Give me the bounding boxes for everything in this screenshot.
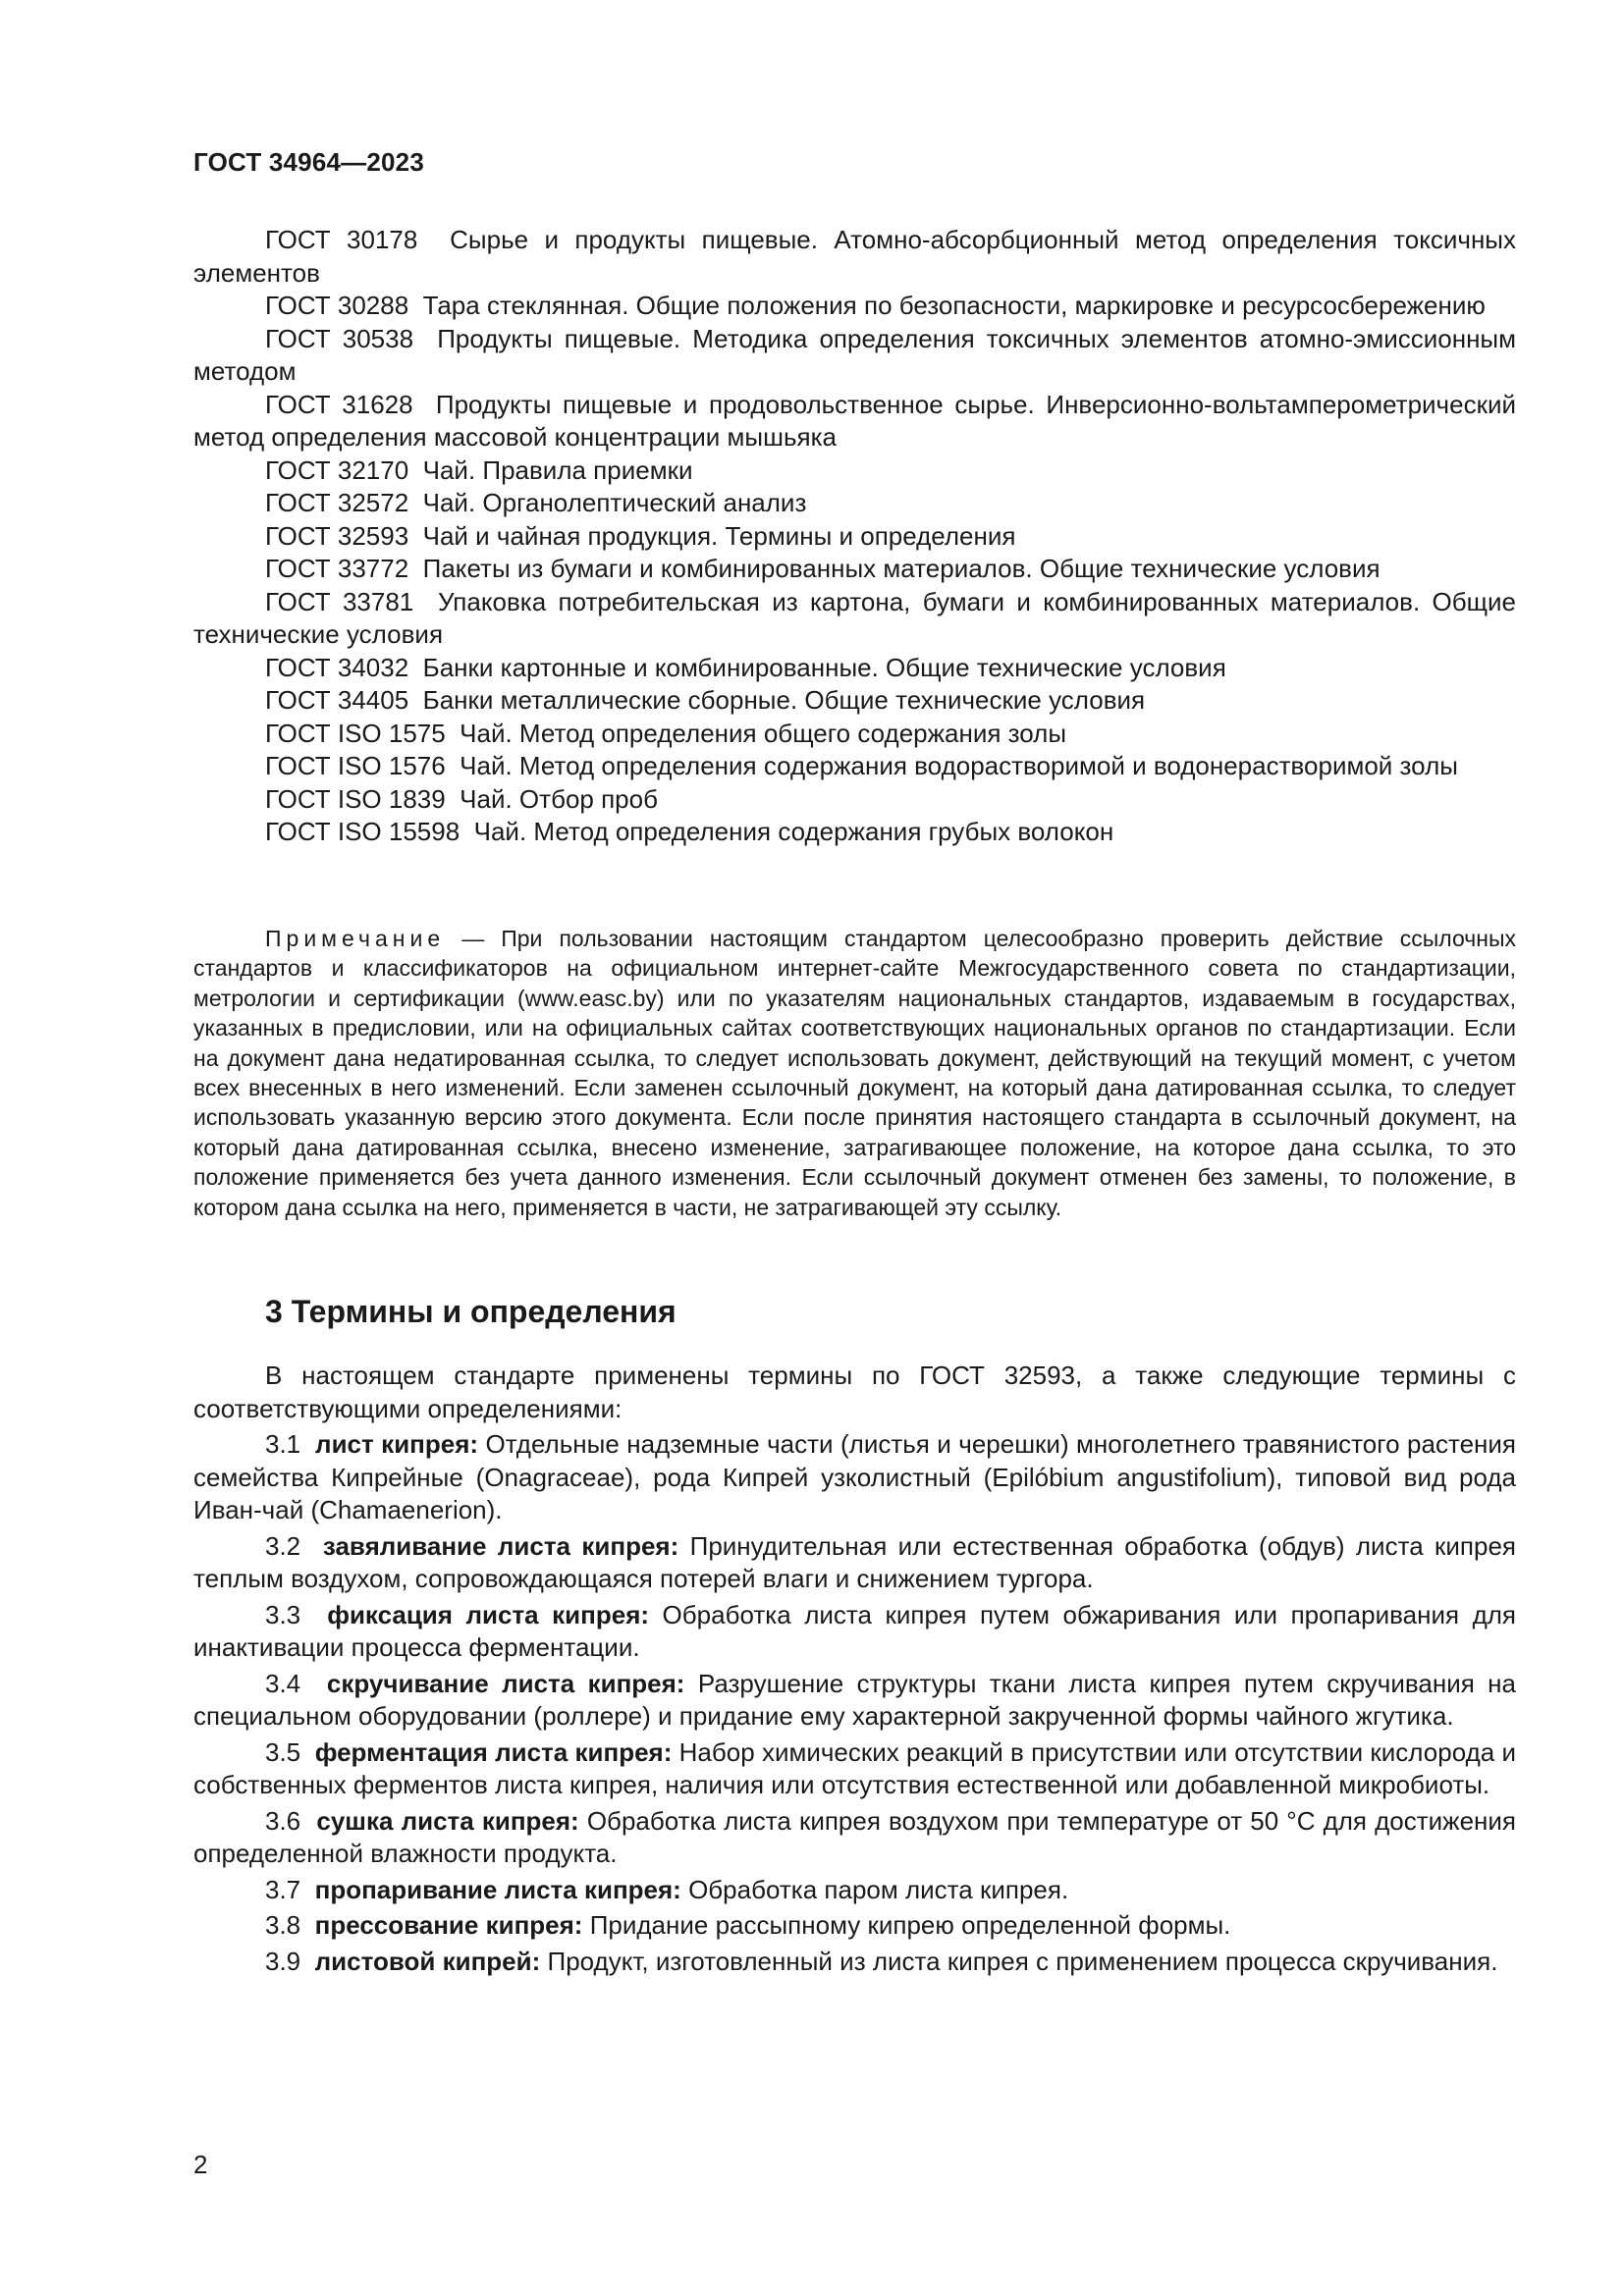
note-text: — При пользовании настоящим стандартом целесообразно проверить действие ссылочных стандартов и классификаторов на официальном интернет-сайте Межгосударственного совета по стандартизации, метрологии и сертификации (www.easc.by) или по указателям национальных стандартов, издаваемым в государствах, указанных в предисловии, или на официальных сайтах соответствующих национальных органов по стандартизации. Если на документ дана недатированная ссылка, то следует использовать документ, действующий на текущий момент, с учетом всех внесенных в него изменений. Если заменен ссылочный документ, на который дана датированная ссылка, то следует использовать указанную версию этого документа. Если после принятия настоящего стандарта в ссылочный документ, на который дана датированная ссылка, внесено изменение, затрагивающее положение, на которое дана ссылка, то это положение применяется без учета данного изменения. Если ссылочный документ отменен без замены, то положение, в котором дана ссылка на него, применяется в части, не затрагивающей эту ссылку. <box>193 926 1516 1220</box>
reference-item <box>193 652 1516 685</box>
reference-code: ГОСТ ISO 1576 <box>265 751 446 780</box>
term-entry <box>193 1909 1516 1943</box>
term-name: скручивание листа кипрея: <box>326 1668 685 1698</box>
reference-title: Чай. Отбор проб <box>460 783 658 814</box>
reference-code: ГОСТ ISO 1575 <box>265 718 446 748</box>
reference-title: Банки картонные и комбинированные. Общие технические условия <box>422 652 1226 682</box>
term-name: фиксация листа кипрея: <box>327 1599 650 1629</box>
reference-title: Банки металлические сборные. Общие технические условия <box>422 685 1146 715</box>
reference-title: Чай. Метод определения содержания грубых волокон <box>473 817 1114 846</box>
reference-item <box>193 520 1516 554</box>
term-number: 3.5 <box>265 1736 301 1767</box>
reference-code: ГОСТ ISO 1839 <box>265 783 446 814</box>
reference-title: Чай. Правила приемки <box>422 454 693 485</box>
reference-code: ГОСТ 32593 <box>265 520 409 551</box>
reference-item <box>193 816 1516 849</box>
reference-title: Тара стеклянная. Общие положения по безопасности, маркировке и ресурсосбережению <box>422 291 1486 320</box>
reference-code: ГОСТ 33772 <box>265 554 409 583</box>
reference-code: ГОСТ 32170 <box>265 454 409 485</box>
term-number: 3.4 <box>265 1668 301 1698</box>
term-definition: Разрушение структуры ткани листа кипрея путем скручивания на специальном оборудовании (роллере) и придание ему характерной закрученной формы чайного жгутика. <box>193 1668 1516 1731</box>
term-number: 3.1 <box>265 1429 301 1459</box>
term-definition: Отдельные надземные части (листья и черешки) многолетнего травянистого растения семейства Кипрейные (Onagraceae), рода Кипрей узколистный (Epilóbium angustifolium), типовой вид рода Иван-чай (Chamaenerion). <box>193 1429 1517 1524</box>
term-definition: Придание рассыпному кипрею определенной формы. <box>589 1910 1231 1940</box>
reference-title: Продукты пищевые и продовольственное сырье. Инверсионно-вольтамперометрический метод определения массовой концентрации мышьяка <box>193 389 1516 452</box>
reference-title: Пакеты из бумаги и комбинированных материалов. Общие технические условия <box>422 554 1380 583</box>
term-definition: Продукт, изготовленный из листа кипрея с применением процесса скручивания. <box>547 1946 1498 1976</box>
reference-item <box>193 750 1516 783</box>
document-code-header: ГОСТ 34964—2023 <box>193 147 424 177</box>
term-entry <box>193 1874 1516 1907</box>
reference-item <box>193 783 1516 817</box>
page-number: 2 <box>193 2150 208 2179</box>
reference-title: Чай и чайная продукция. Термины и определения <box>422 520 1016 551</box>
reference-title: Чай. Метод определения общего содержания золы <box>460 718 1067 748</box>
reference-code: ГОСТ 32572 <box>265 488 409 517</box>
reference-item <box>193 718 1516 751</box>
normative-references-list <box>193 224 1516 849</box>
reference-item <box>193 454 1516 488</box>
reference-item <box>193 389 1516 454</box>
reference-code: ГОСТ 34032 <box>265 652 409 682</box>
term-definition: Принудительная или естественная обработка (обдув) листа кипрея теплым воздухом, сопровождающаяся потерей влаги и снижением тургора. <box>193 1530 1516 1593</box>
reference-code: ГОСТ 30538 <box>265 323 414 353</box>
term-entry <box>193 1599 1516 1665</box>
reference-title: Чай. Органолептический анализ <box>422 488 807 517</box>
section-heading: 3 Термины и определения <box>265 1294 677 1329</box>
term-entry <box>193 1428 1516 1527</box>
term-name: пропаривание листа кипрея: <box>314 1874 681 1904</box>
reference-item <box>193 553 1516 586</box>
term-name: ферментация листа кипрея: <box>314 1736 673 1767</box>
term-entry <box>193 1736 1516 1802</box>
term-number: 3.3 <box>265 1599 301 1629</box>
reference-item <box>193 224 1516 290</box>
term-entry <box>193 1530 1516 1596</box>
reference-title: Упаковка потребительская из картона, бумаги и комбинированных материалов. Общие технические условия <box>193 586 1516 649</box>
reference-code: ГОСТ 33781 <box>265 586 414 616</box>
term-definition: Набор химических реакций в присутствии или отсутствии кислорода и собственных ферментов листа кипрея, наличия или отсутствия естественной или добавленной микробиоты. <box>193 1736 1516 1799</box>
term-name: сушка листа кипрея: <box>316 1805 579 1836</box>
reference-code: ГОСТ ISO 15598 <box>265 817 460 846</box>
term-entry <box>193 1668 1516 1734</box>
reference-item <box>193 586 1516 652</box>
reference-item <box>193 684 1516 718</box>
term-number: 3.9 <box>265 1946 301 1976</box>
note-paragraph <box>193 924 1516 1222</box>
reference-code: ГОСТ 30178 <box>265 225 418 254</box>
term-name: завяливание листа кипрея: <box>322 1530 679 1561</box>
note-block <box>193 924 1516 1222</box>
reference-title: Продукты пищевые. Методика определения токсичных элементов атомно-эмиссионным методом <box>193 323 1516 386</box>
reference-code: ГОСТ 31628 <box>265 389 413 419</box>
reference-code: ГОСТ 34405 <box>265 685 409 715</box>
term-number: 3.7 <box>265 1874 301 1904</box>
terms-section <box>193 1360 1516 1981</box>
reference-item <box>193 323 1516 389</box>
reference-code: ГОСТ 30288 <box>265 291 409 320</box>
term-number: 3.6 <box>265 1805 301 1836</box>
term-definition: Обработка листа кипрея воздухом при температуре от 50 °С для достижения определенной влажности продукта. <box>193 1805 1516 1868</box>
term-entry <box>193 1805 1516 1871</box>
term-number: 3.8 <box>265 1910 301 1940</box>
note-label: Примечание <box>265 926 446 951</box>
reference-item <box>193 290 1516 323</box>
reference-title: Сырье и продукты пищевые. Атомно-абсорбционный метод определения токсичных элементов <box>193 225 1516 288</box>
reference-title: Чай. Метод определения содержания водорастворимой и водонерастворимой золы <box>460 751 1458 780</box>
reference-item <box>193 487 1516 520</box>
term-number: 3.2 <box>265 1530 301 1561</box>
term-name: лист кипрея: <box>315 1429 479 1459</box>
section-intro: В настоящем стандарте применены термины по ГОСТ 32593, а также следующие термины с соответствующими определениями: <box>193 1361 1516 1423</box>
term-entry <box>193 1946 1516 1979</box>
term-definition: Обработка листа кипрея путем обжаривания или пропаривания для инактивации процесса ферментации. <box>193 1599 1516 1662</box>
term-name: листовой кипрей: <box>314 1946 541 1976</box>
term-name: прессование кипрея: <box>314 1910 583 1940</box>
term-definition: Обработка паром листа кипрея. <box>688 1874 1069 1904</box>
